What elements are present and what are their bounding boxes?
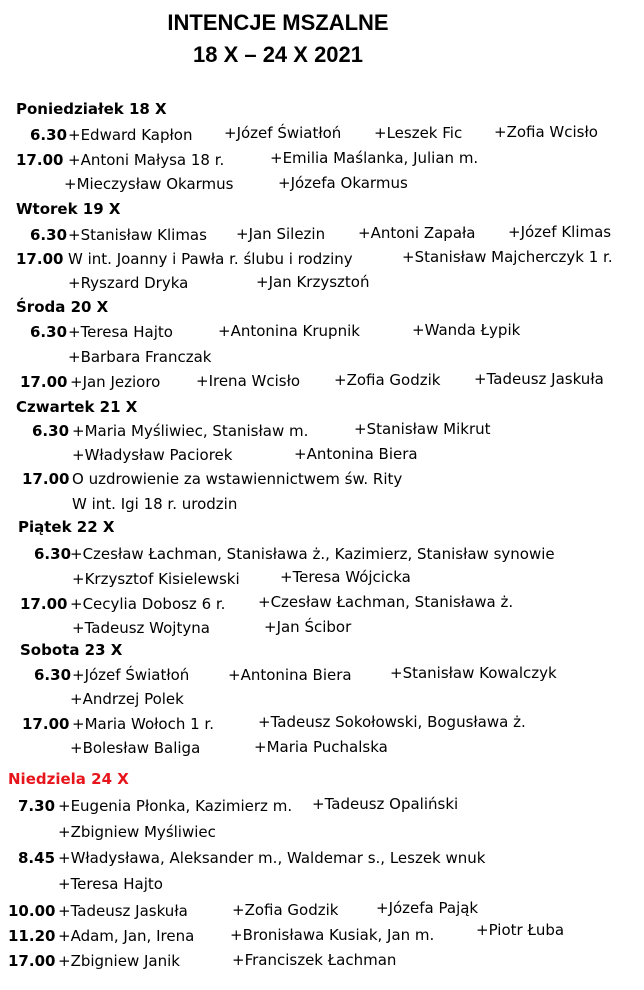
intention: +Tadeusz Sokołowski, Bogusława ż. [258, 713, 526, 731]
page-title: INTENCJE MSZALNE [167, 10, 389, 35]
intention: W int. Igi 18 r. urodzin [72, 495, 238, 513]
intention: +Władysław Paciorek [72, 446, 233, 464]
date-range: 18 X – 24 X 2021 [192, 42, 364, 67]
intention: +Krzysztof Kisielewski [72, 570, 240, 588]
mass-time: 17.00 [8, 952, 56, 970]
intention: +Irena Wcisło [196, 372, 301, 390]
intention: +Józef Światłoń [224, 124, 342, 142]
intention: +Tadeusz Wojtyna [72, 619, 210, 637]
intention: +Mieczysław Okarmus [64, 175, 234, 193]
intention: +Zofia Godzik [334, 371, 441, 389]
mass-time: 17.00 [16, 151, 64, 169]
intention: +Bolesław Baliga [70, 739, 201, 757]
intention: +Adam, Jan, Irena [58, 927, 195, 945]
intention: +Zofia Wcisło [494, 123, 598, 141]
day-heading-tuesday: Wtorek 19 X [16, 200, 121, 218]
mass-time: 7.30 [18, 797, 56, 815]
intention: +Stanisław Majcherczyk 1 r. [402, 248, 613, 266]
mass-time: 17.00 [22, 715, 70, 733]
intention: +Jan Jezioro [70, 373, 161, 391]
intention: +Czesław Łachman, Stanisława ż. [258, 593, 514, 611]
intention: +Józef Klimas [508, 223, 612, 241]
intention: +Tadeusz Jaskuła [474, 370, 604, 388]
day-heading-saturday: Sobota 23 X [20, 641, 123, 659]
intention: +Edward Kapłon [68, 126, 193, 144]
intention: +Maria Wołoch 1 r. [72, 715, 214, 733]
intention: +Wanda Łypik [412, 321, 521, 339]
intention: +Maria Puchalska [254, 738, 388, 756]
intention: +Stanisław Klimas [68, 226, 207, 244]
intention: +Zbigniew Janik [58, 952, 180, 970]
intention: +Józefa Okarmus [278, 174, 408, 192]
intention: +Leszek Fic [374, 124, 463, 142]
mass-time: 17.00 [22, 470, 70, 488]
intention: +Władysława, Aleksander m., Waldemar s., Leszek wnuk [58, 849, 486, 867]
intention: +Stanisław Kowalczyk [390, 664, 557, 682]
intention: +Piotr Łuba [476, 921, 565, 939]
intention: +Teresa Hajto [58, 875, 163, 893]
intention: +Czesław Łachman, Stanisława ż., Kazimierz, Stanisław synowie [70, 545, 555, 563]
intention: +Jan Silezin [236, 225, 326, 243]
intention: +Antonina Biera [294, 445, 418, 463]
intention: +Antonina Biera [228, 666, 352, 684]
intention: +Antoni Zapała [358, 224, 476, 242]
intention: +Maria Myśliwiec, Stanisław m. [72, 422, 309, 440]
intention: +Antonina Krupnik [218, 322, 360, 340]
intention: +Antoni Małysa 18 r. [68, 151, 225, 169]
mass-time: 11.20 [8, 927, 56, 945]
intention: +Jan Ścibor [264, 618, 352, 636]
intention: +Ryszard Dryka [68, 274, 189, 292]
intention: +Barbara Franczak [68, 348, 212, 366]
intention: O uzdrowienie za wstawiennictwem św. Rity [72, 470, 403, 488]
mass-time: 17.00 [20, 373, 68, 391]
intention: +Józefa Pająk [376, 899, 479, 917]
day-heading-wednesday: Środa 20 X [16, 298, 109, 316]
intention: +Tadeusz Opaliński [312, 795, 459, 813]
mass-time: 6.30 [30, 323, 68, 341]
day-heading-sunday: Niedziela 24 X [8, 770, 129, 788]
intention: +Zbigniew Myśliwiec [58, 823, 216, 841]
intention: +Bronisława Kusiak, Jan m. [230, 926, 435, 944]
intention: +Stanisław Mikrut [354, 420, 491, 438]
mass-time: 6.30 [30, 126, 68, 144]
intention: +Zofia Godzik [232, 901, 339, 919]
intention: +Jan Krzysztoń [256, 273, 370, 291]
day-heading-monday: Poniedziałek 18 X [16, 100, 167, 118]
intention: W int. Joanny i Pawła r. ślubu i rodziny [68, 250, 353, 268]
intention: +Józef Światłoń [72, 666, 190, 684]
mass-time: 6.30 [30, 226, 68, 244]
intention: +Emilia Maślanka, Julian m. [270, 149, 479, 167]
intention: +Andrzej Polek [70, 690, 184, 708]
mass-time: 6.30 [32, 422, 70, 440]
intention: +Eugenia Płonka, Kazimierz m. [58, 797, 293, 815]
intention: +Teresa Wójcicka [280, 568, 411, 586]
mass-time: 10.00 [8, 902, 56, 920]
intention: +Franciszek Łachman [232, 951, 397, 969]
mass-time: 17.00 [16, 250, 64, 268]
intention: +Teresa Hajto [68, 323, 173, 341]
mass-time: 17.00 [20, 595, 68, 613]
mass-time: 6.30 [34, 666, 72, 684]
day-heading-thursday: Czwartek 21 X [16, 398, 138, 416]
intention: +Tadeusz Jaskuła [58, 902, 188, 920]
intention: +Cecylia Dobosz 6 r. [70, 595, 226, 613]
day-heading-friday: Piątek 22 X [18, 518, 115, 536]
mass-time: 8.45 [18, 849, 56, 867]
mass-time: 6.30 [34, 545, 72, 563]
